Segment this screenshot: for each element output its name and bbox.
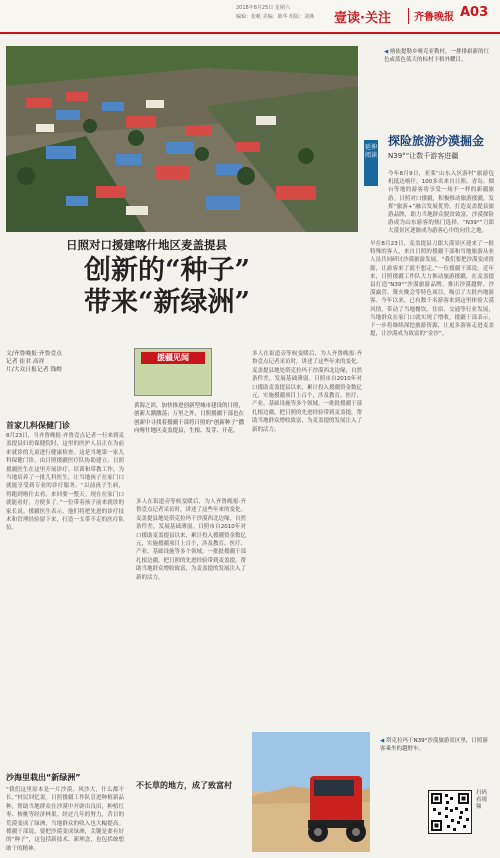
aerial-village-photo bbox=[6, 46, 358, 232]
masthead-divider bbox=[408, 8, 409, 24]
article-kicker: 日照对口援建喀什地区麦盖提县 bbox=[66, 238, 227, 252]
aerial-photo-caption bbox=[384, 48, 494, 64]
article-column-1b: “我们这里原本是一片沙漠，风沙大，什么都不长。”村民回忆说。日照援疆工作队引进种植新品种，帮助当地群众在沙漠中开辟出良田，种植红枣、核桃等经济林果。经过几年的努力，昔日的荒漠变成了绿洲，当地群众的收入也大幅提高。援疆干部说，要把沙漠变成绿洲，关键是要有好的“种子”，这包括新技术、新理念，也包括敢想敢干的精神。 bbox=[6, 787, 124, 852]
jeep-photo-caption bbox=[380, 737, 492, 753]
article-column-3: 多人在街道旁等候变暖后，为人齐鲁晚报·齐鲁壹点记者采访时，讲述了这些年来的变化。麦盖提县地处塔克拉玛干沙漠西北边缘，自然条件差，发展基础薄弱。日照市自2010年对口援助麦盖提县以来，累计投入援疆资金数亿元，实施援疆项目上百个，涉及教育、医疗、产业、基础设施等多个领域。一批批援疆干部扎根边疆，把日照的先进经验带到麦盖提，帮助当地群众增收致富，为麦盖提的发展注入了新的活力。 bbox=[252, 351, 362, 433]
desert-jeep-photo bbox=[252, 732, 370, 852]
jeep-caption-text: 塔克拉玛干N39°沙漠旅游景区里，日照游客乘坐的越野车。 bbox=[380, 738, 488, 752]
byline-line-2: 记者 崔君 高祥 bbox=[6, 359, 45, 365]
article-headline bbox=[84, 255, 354, 319]
article-byline bbox=[6, 350, 126, 374]
byline-line-3: 片/大众日报记者 钱娉 bbox=[6, 367, 62, 373]
caption-marker-icon: ◀ bbox=[380, 738, 385, 744]
page-masthead bbox=[0, 0, 500, 34]
inset-photo-caption: 黄海之滨，加快推进创新型城市建设的日照，创新大潮激荡；万里之外，日照援疆干部也在创新中寻找着援疆干部将日照的“创新种子”撒向喀什地区麦盖提县，生根、发芽、开花。 bbox=[134, 403, 245, 435]
headline-line-2: 带来“新绿洲” bbox=[84, 287, 251, 318]
subhead-pediatric-clinic: 首家儿科保健门诊 bbox=[6, 421, 70, 430]
sidebar-headline: 探险旅游沙漠掘金 bbox=[388, 134, 485, 148]
sidebar-tab-label: 延伸阅读 bbox=[364, 140, 378, 186]
aerial-caption-text: 喀依提勒乡喀克亚勒村，一排排崭新的红色或蓝色蓝天的棕村下格外耀目。 bbox=[384, 49, 489, 63]
issue-date: 2018年8月25日 星期六 bbox=[236, 5, 290, 11]
newspaper-logo: 齐鲁晚报 bbox=[414, 12, 454, 23]
article-column-2: 多人在街道旁等候变暖后，为人齐鲁晚报·齐鲁壹点记者采访时，讲述了这些年来的变化。麦盖提县地处塔克拉玛干沙漠西北边缘，自然条件差，发展基础薄弱。日照市自2010年对口援助麦盖提县以来，累计投入援疆资金数亿元，实施援疆项目上百个，涉及教育、医疗、产业、基础设施等多个领域。一批批援疆干部扎根边疆，把日照的先进经验带到麦盖提，帮助当地群众增收致富，为麦盖提的发展注入了新的活力。 bbox=[136, 499, 246, 581]
subhead-prosperous-village: 不长草的地方，成了致富村 bbox=[136, 781, 232, 790]
right-column-text: 早在8月23日，麦盖提县刀郎大漠景区迎来了一批特殊的客人，来自日照的援疆干部和当地旅游从业人员共同研讨沙漠旅游发展。“我们要把沙漠变成资源，让游客来了就不想走。”一位援疆干部说。近年来，日照援疆工作队大力推动旅游援疆，在麦盖提县打造“N39°”沙漠旅游品牌，推出沙漠越野、沙漠露营、篝火晚会等特色项目，吸引了大批内地游客。今年以来，已有数千名游客来到这里体验大漠风情，带动了当地餐饮、住宿、交通等行业发展，当地群众在家门口就实现了增收。援疆干部表示，下一步将继续深挖旅游资源，让更多游客走进麦盖提，让沙漠成为致富的“金沙”。 bbox=[370, 241, 494, 338]
byline-line-1: 文/齐鲁晚报·齐鲁壹点 bbox=[6, 351, 62, 357]
article-column-1: 8月23日，当齐鲁晚报·齐鲁壹点记者一行来到麦盖提县妇幼保健院时，这里的医护人员正在为前来就诊的儿童进行健康检查。这是当地第一家儿科保健门诊，由日照援疆医疗队协助建立。日照援疆医生在这里开展诊疗、培训和带教工作，为当地培养了一批儿科医生，让当地孩子在家门口就能享受到专业的诊疗服务。“以前孩子生病，得跑到喀什去看，来回要一整天。现在在家门口就能看好，方便多了。”一位带着孩子前来就诊的家长说。援疆医生表示，他们将把先进的诊疗技术和管理经验留下来，打造一支带不走的医疗队伍。 bbox=[6, 433, 124, 532]
sidebar-body-text: 今年8月9日，亚莱“山东入区游村”旅游包机抵达喀什，100多名来自日照、青岛、烟台等地的游客将享受一场不一样的新疆旅游。日照对口援疆，积极推动旅游援疆，发挥“旅游+”融合发展优势，打造麦盖提县旅游品牌，助力当地群众脱贫致富。沙漠探险游成为山东游客的热门选择，“N39°”刀郎大漠景区逐渐成为游客心中的向往之地。 bbox=[388, 171, 494, 235]
editor-credits: 编辑：张帆 美编：陈华 组版：刘燕 bbox=[236, 14, 315, 20]
qr-label: 扫码看视频 bbox=[476, 790, 488, 810]
inset-photo bbox=[134, 348, 212, 396]
page-number: A03 bbox=[460, 5, 489, 20]
section-title: 壹读·关注 bbox=[334, 11, 391, 26]
subhead-new-oasis: 沙海里栽出“新绿洲” bbox=[6, 773, 81, 782]
sidebar-subhead: N39°”让数千游客进疆 bbox=[388, 152, 459, 160]
inset-photo-banner: 援疆见闻 bbox=[141, 352, 205, 364]
qr-code-icon[interactable] bbox=[428, 790, 472, 834]
headline-line-1: 创新的“种子” bbox=[84, 255, 251, 286]
caption-marker-icon: ◀ bbox=[384, 49, 389, 55]
